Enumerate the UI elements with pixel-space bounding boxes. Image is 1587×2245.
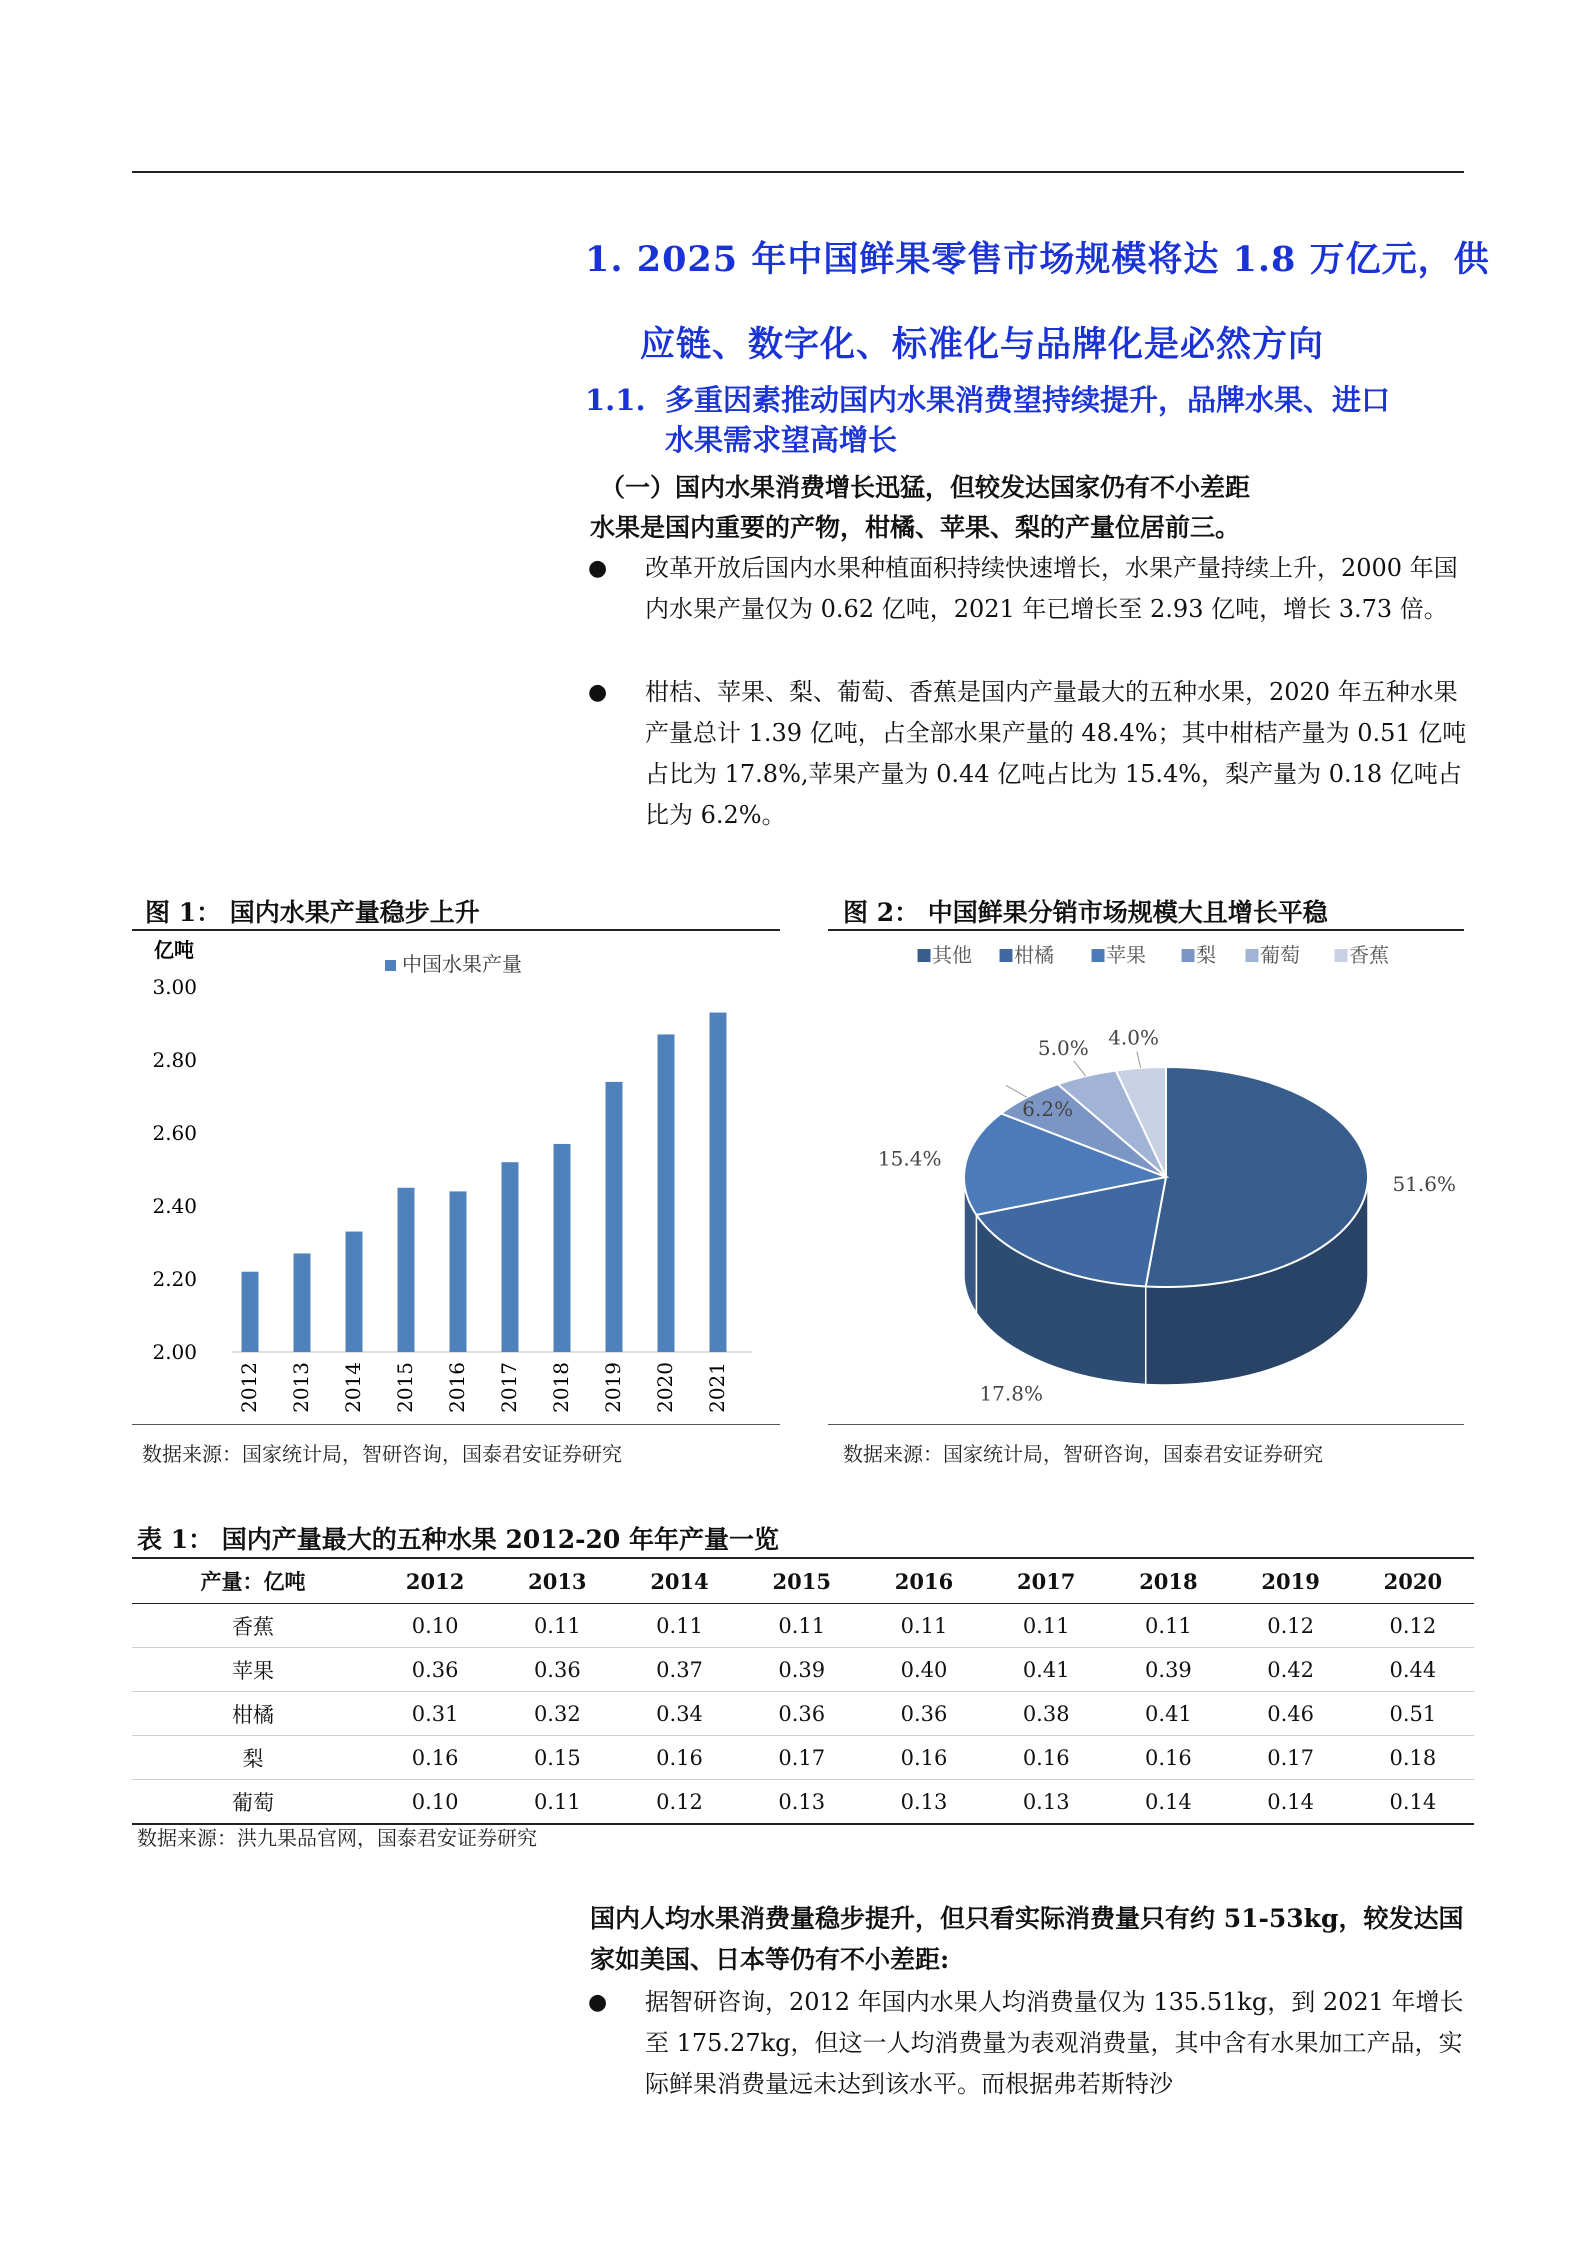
table-row — [132, 1780, 1474, 1825]
bar — [710, 1013, 727, 1352]
pie-data-label: 5.0% — [1037, 1035, 1089, 1060]
table-header-cell: 2016 — [863, 1558, 985, 1604]
table-cell: 0.11 — [618, 1604, 740, 1648]
y-unit-label: 亿吨 — [154, 938, 194, 962]
pie-leader-line — [1074, 1061, 1086, 1076]
table-cell: 0.32 — [496, 1692, 618, 1736]
table-body — [132, 1604, 1474, 1825]
table-header-cell: 2018 — [1107, 1558, 1229, 1604]
table-cell: 0.39 — [741, 1648, 863, 1692]
table-cell: 0.36 — [374, 1648, 496, 1692]
y-tick-label: 2.40 — [152, 1194, 197, 1218]
table-cell: 0.13 — [741, 1780, 863, 1825]
x-tick-label: 2019 — [601, 1362, 625, 1413]
table-header-row — [132, 1558, 1474, 1604]
legend-marker: ■ — [1180, 945, 1197, 965]
table-cell: 0.16 — [1107, 1736, 1229, 1780]
legend-label: 葡萄 — [1260, 943, 1300, 967]
bar — [242, 1272, 259, 1352]
subsection-heading — [585, 380, 1390, 420]
production-table — [132, 1557, 1474, 1825]
bullet-text: 据智研咨询，2012 年国内水果人均消费量仅为 135.51kg，到 2021 年增长至 175.27kg，但这一人均消费量为表观消费量，其中含有水果加工产品，实际鲜果消费量远未达到该水平。而根据弗若斯特沙 — [645, 1988, 1464, 2098]
pie-leader-line — [1137, 1051, 1141, 1067]
bar — [658, 1034, 675, 1352]
legend-marker: ■ — [1333, 945, 1350, 965]
table-cell: 0.11 — [496, 1780, 618, 1825]
table-cell: 0.11 — [863, 1604, 985, 1648]
table-cell: 0.17 — [741, 1736, 863, 1780]
y-tick-label: 2.00 — [152, 1340, 197, 1364]
consumption-lead: 国内人均水果消费量稳步提升，但只看实际消费量只有约 51-53kg，较发达国家如美国、日本等仍有不小差距: — [590, 1904, 1464, 1974]
y-tick-label: 2.60 — [152, 1121, 197, 1145]
table-cell: 0.41 — [985, 1648, 1107, 1692]
pie-data-label: 6.2% — [1022, 1097, 1074, 1122]
table-header-cell: 2014 — [618, 1558, 740, 1604]
bullet-icon: ● — [588, 680, 608, 705]
table-cell: 葡萄 — [132, 1780, 374, 1825]
bar — [398, 1188, 415, 1352]
table-title: 表 1： 国内产量最大的五种水果 2012-20 年年产量一览 — [137, 1525, 779, 1554]
table-cell: 0.15 — [496, 1736, 618, 1780]
table-cell: 0.11 — [1107, 1604, 1229, 1648]
table-cell: 0.46 — [1230, 1692, 1352, 1736]
table-cell: 0.12 — [1352, 1604, 1474, 1648]
pie-chart — [828, 932, 1464, 1422]
figure2-bottom-rule — [828, 1424, 1464, 1425]
legend-label: 中国水果产量 — [402, 952, 522, 976]
legend-label: 梨 — [1196, 943, 1216, 967]
table-header-cell: 2013 — [496, 1558, 618, 1604]
x-tick-label: 2016 — [445, 1362, 469, 1413]
x-tick-label: 2015 — [393, 1362, 417, 1413]
subsection-heading-line2: 水果需求望高增长 — [665, 423, 898, 457]
legend-label: 其他 — [932, 943, 972, 967]
table-cell: 0.42 — [1230, 1648, 1352, 1692]
table-cell: 0.16 — [863, 1736, 985, 1780]
table-cell: 0.39 — [1107, 1648, 1229, 1692]
table-cell: 0.12 — [618, 1780, 740, 1825]
table-cell: 0.12 — [1230, 1604, 1352, 1648]
table-cell: 0.14 — [1230, 1780, 1352, 1825]
x-tick-label: 2021 — [705, 1362, 729, 1413]
table-cell: 0.51 — [1352, 1692, 1474, 1736]
table-cell: 0.10 — [374, 1604, 496, 1648]
subsection-number: 1.1. — [585, 383, 646, 417]
table-row — [132, 1604, 1474, 1648]
table-cell: 0.16 — [374, 1736, 496, 1780]
table-header-cell: 2012 — [374, 1558, 496, 1604]
legend-label: 苹果 — [1106, 943, 1146, 967]
bullet-icon: ● — [588, 556, 608, 581]
legend-label: 香蕉 — [1349, 943, 1389, 967]
legend-label: 柑橘 — [1014, 943, 1054, 967]
bullet-paragraph — [588, 672, 1468, 836]
figure1-bottom-rule — [132, 1424, 780, 1425]
bar — [346, 1232, 363, 1352]
bullet-icon: ● — [588, 1990, 608, 2015]
table-cell: 0.11 — [496, 1604, 618, 1648]
table-cell: 0.36 — [496, 1648, 618, 1692]
figure1-top-rule — [132, 929, 780, 931]
table-cell: 柑橘 — [132, 1692, 374, 1736]
table-cell: 0.44 — [1352, 1648, 1474, 1692]
table-cell: 0.38 — [985, 1692, 1107, 1736]
pie-data-label: 15.4% — [877, 1146, 942, 1171]
bar — [502, 1162, 519, 1352]
legend-marker: ■ — [1090, 945, 1107, 965]
table-cell: 0.41 — [1107, 1692, 1229, 1736]
legend-marker: ■ — [1244, 945, 1261, 965]
pie-data-label: 17.8% — [979, 1381, 1044, 1406]
table-cell: 0.40 — [863, 1648, 985, 1692]
legend-marker: ■ — [998, 945, 1015, 965]
table-header-cell: 2019 — [1230, 1558, 1352, 1604]
header-rule — [132, 171, 1464, 173]
table-cell: 0.11 — [985, 1604, 1107, 1648]
section-heading-line1: 1. 2025 年中国鲜果零售市场规模将达 1.8 万亿元，供 — [585, 239, 1490, 280]
bullet-text: 改革开放后国内水果种植面积持续快速增长，水果产量持续上升，2000 年国内水果产量仅为 0.62 亿吨，2021 年已增长至 2.93 亿吨，增长 3.73 倍。 — [645, 554, 1458, 623]
y-tick-label: 2.80 — [152, 1048, 197, 1072]
table-cell: 0.36 — [741, 1692, 863, 1736]
bar — [606, 1082, 623, 1352]
table-header-cell: 2017 — [985, 1558, 1107, 1604]
table-row — [132, 1736, 1474, 1780]
x-tick-label: 2013 — [289, 1362, 313, 1413]
table-cell: 0.16 — [985, 1736, 1107, 1780]
table-cell: 梨 — [132, 1736, 374, 1780]
bar-chart — [132, 932, 782, 1422]
table-source: 数据来源：洪九果品官网，国泰君安证券研究 — [137, 1826, 537, 1850]
table-cell: 苹果 — [132, 1648, 374, 1692]
bullet-paragraph — [588, 548, 1468, 630]
table-cell: 0.18 — [1352, 1736, 1474, 1780]
table-cell: 0.16 — [618, 1736, 740, 1780]
x-tick-label: 2017 — [497, 1362, 521, 1413]
x-tick-label: 2014 — [341, 1362, 365, 1413]
pie-leader-line — [1006, 1085, 1027, 1097]
legend-swatch — [385, 960, 396, 971]
lead-sentence: 水果是国内重要的产物，柑橘、苹果、梨的产量位居前三。 — [590, 513, 1241, 542]
table-row — [132, 1692, 1474, 1736]
table-cell: 0.31 — [374, 1692, 496, 1736]
figure1-title: 图 1： 国内水果产量稳步上升 — [145, 898, 480, 927]
section-heading-line2: 应链、数字化、标准化与品牌化是必然方向 — [640, 324, 1325, 365]
bullet-text: 柑桔、苹果、梨、葡萄、香蕉是国内产量最大的五种水果，2020 年五种水果产量总计 1.39 亿吨，占全部水果产量的 48.4%；其中柑桔产量为 0.51 亿吨占比为 17.8%,苹果产量为 0.44 亿吨占比为 15.4%，梨产量为 0.18 亿吨占比为 6.2%。 — [645, 678, 1467, 829]
figure2-source: 数据来源：国家统计局，智研咨询，国泰君安证券研究 — [843, 1442, 1323, 1466]
table-cell: 0.36 — [863, 1692, 985, 1736]
pie-data-label: 4.0% — [1108, 1025, 1160, 1050]
pie-data-label: 51.6% — [1392, 1172, 1457, 1197]
figure1-source: 数据来源：国家统计局，智研咨询，国泰君安证券研究 — [142, 1442, 622, 1466]
bullet-paragraph — [588, 1982, 1468, 2105]
figure2-top-rule — [828, 929, 1464, 931]
table-cell: 香蕉 — [132, 1604, 374, 1648]
table-header-cell: 产量：亿吨 — [132, 1558, 374, 1604]
bar — [294, 1253, 311, 1352]
table-cell: 0.34 — [618, 1692, 740, 1736]
table-cell: 0.14 — [1107, 1780, 1229, 1825]
table-cell: 0.11 — [741, 1604, 863, 1648]
table-cell: 0.10 — [374, 1780, 496, 1825]
x-tick-label: 2018 — [549, 1362, 573, 1413]
y-tick-label: 3.00 — [152, 975, 197, 999]
table-cell: 0.13 — [985, 1780, 1107, 1825]
table-cell: 0.17 — [1230, 1736, 1352, 1780]
table-cell: 0.14 — [1352, 1780, 1474, 1825]
table-cell: 0.37 — [618, 1648, 740, 1692]
subsection-heading-line1: 多重因素推动国内水果消费望持续提升，品牌水果、进口 — [665, 383, 1391, 417]
bar — [450, 1191, 467, 1352]
figure2-title: 图 2： 中国鲜果分销市场规模大且增长平稳 — [843, 898, 1328, 927]
x-tick-label: 2012 — [237, 1362, 261, 1413]
table-header-cell: 2015 — [741, 1558, 863, 1604]
table-row — [132, 1648, 1474, 1692]
x-tick-label: 2020 — [653, 1362, 677, 1413]
table-header-cell: 2020 — [1352, 1558, 1474, 1604]
sub-heading: （一）国内水果消费增长迅猛，但较发达国家仍有不小差距 — [600, 473, 1251, 502]
legend-marker: ■ — [916, 945, 933, 965]
table-cell: 0.13 — [863, 1780, 985, 1825]
bar — [554, 1144, 571, 1352]
y-tick-label: 2.20 — [152, 1267, 197, 1291]
